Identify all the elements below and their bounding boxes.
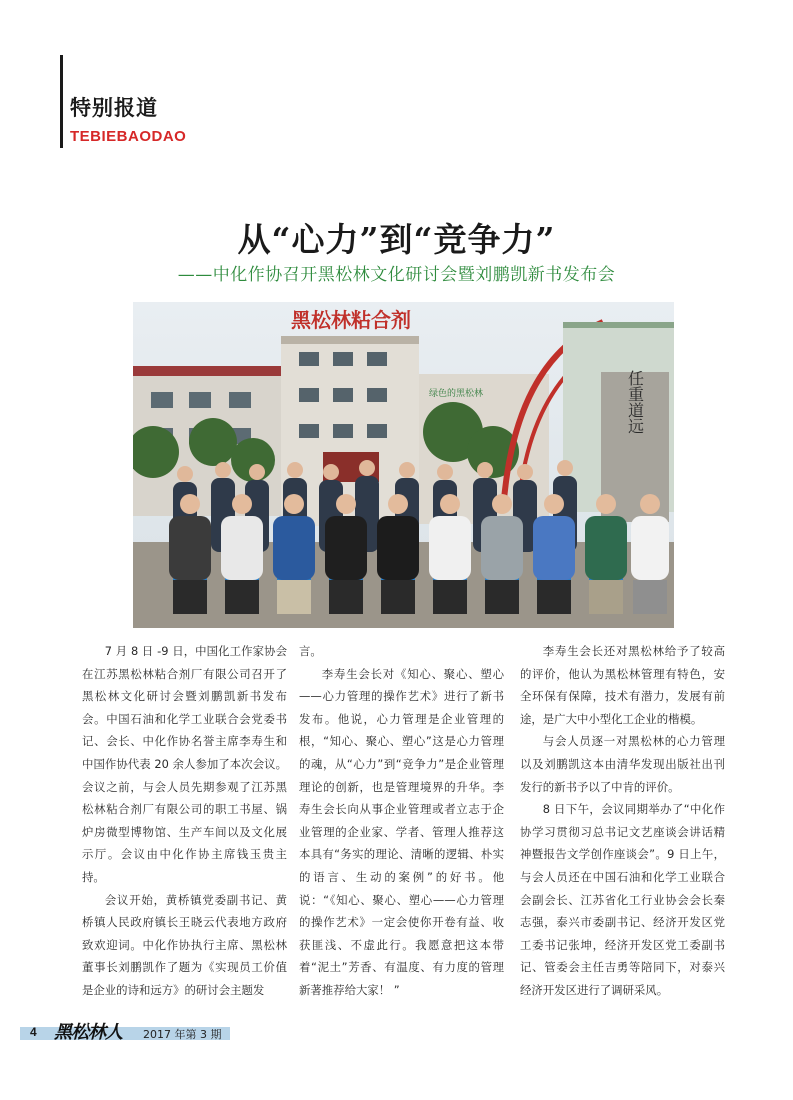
issue-label: 2017 年第 3 期 <box>143 1028 222 1041</box>
paragraph: 与会人员逐一对黑松林的心力管理以及刘鹏凯这本由清华发现出版社出刊发行的新书予以了中肯的评价。 <box>520 734 725 794</box>
paragraph: 李寿生会长还对黑松林给予了较高的评价，他认为黑松林管理有特色，安全环保有保障，技术有潜力，发展有前途，是广大中小型化工企业的楷模。 <box>520 644 725 726</box>
body-column-3 <box>520 640 725 1002</box>
section-label: 特别报道 <box>70 96 158 120</box>
section-divider-bar <box>60 55 63 148</box>
article-subtitle: ——中化作协召开黑松林文化研讨会暨刘鹏凯新书发布会 <box>177 265 616 285</box>
paragraph: 会议开始，黄桥镇党委副书记、黄桥镇人民政府镇长王晓云代表地方政府致欢迎词。中化作协执行主席、黑松林董事长刘鹏凯作了题为《实现员工价值是企业的诗和远方》的研讨会主题发 <box>82 892 287 997</box>
paragraph: 7 月 8 日 -9 日，中国化工作家协会在江苏黑松林粘合剂厂有限公司召开了黑松林文化研讨会暨刘鹏凯新书发布会。中国石油和化学工业联合会党委书记、会长、中化作协名誉主席李寿生和中国作协代表 20 余人参加了本次会议。会议之前，与会人员先期参观了江苏黑松林粘合剂厂有限公司的职工书屋、锅炉房微型博物馆、生产车间以及文化展示厅。会议由中化作协主席钱玉贵主持。 <box>82 644 287 884</box>
page-number: 4 <box>30 1025 37 1039</box>
paragraph: 言。 <box>299 644 322 658</box>
calligraphy-tablet: 任重道远 <box>625 370 645 434</box>
paragraph: 8 日下午，会议同期举办了“中化作协学习贯彻习总书记文艺座谈会讲话精神暨报告文学创作座谈会”。9 日上午，与会人员还在中国石油和化学工业联合会副会长、江苏省化工行业协会会长秦志强，泰兴市委副书记、经济开发区党工委书记张坤，经济开发区党工委副书记、管委会主任吉勇等陪同下，对泰兴经济开发区进行了调研采风。 <box>520 802 725 997</box>
group-photo <box>133 302 674 628</box>
article-title: 从“心力”到“竞争力” <box>237 220 556 259</box>
wall-slogan: 绿色的黑松林 <box>429 389 484 399</box>
section-label-pinyin: TEBIEBAODAO <box>70 128 187 145</box>
paragraph: 李寿生会长对《知心、聚心、塑心——心力管理的操作艺术》进行了新书发布。他说，心力管理是企业管理的根，“知心、聚心、塑心”这是心力管理的魂，从“心力”到“竞争力”是企业管理理论的创新，也是管理境界的升华。李寿生会长向从事企业管理或者立志于企业管理的企业家、学者、管理人推荐这本具有“务实的理论、清晰的逻辑、朴实的语言、生动的案例”的好书。他说：“《知心、聚心、塑心——心力管理的操作艺术》一定会使你开卷有益、收获匪浅、不虚此行。我愿意把这本带着“泥土”芳香、有温度、有力度的管理新著推荐给大家！ ” <box>299 666 504 997</box>
body-column-2 <box>299 640 504 1002</box>
building-sign: 黑松林粘合剂 <box>291 308 411 332</box>
magazine-logo: 黑松林人 <box>54 1022 122 1043</box>
body-column-1 <box>82 640 287 1002</box>
